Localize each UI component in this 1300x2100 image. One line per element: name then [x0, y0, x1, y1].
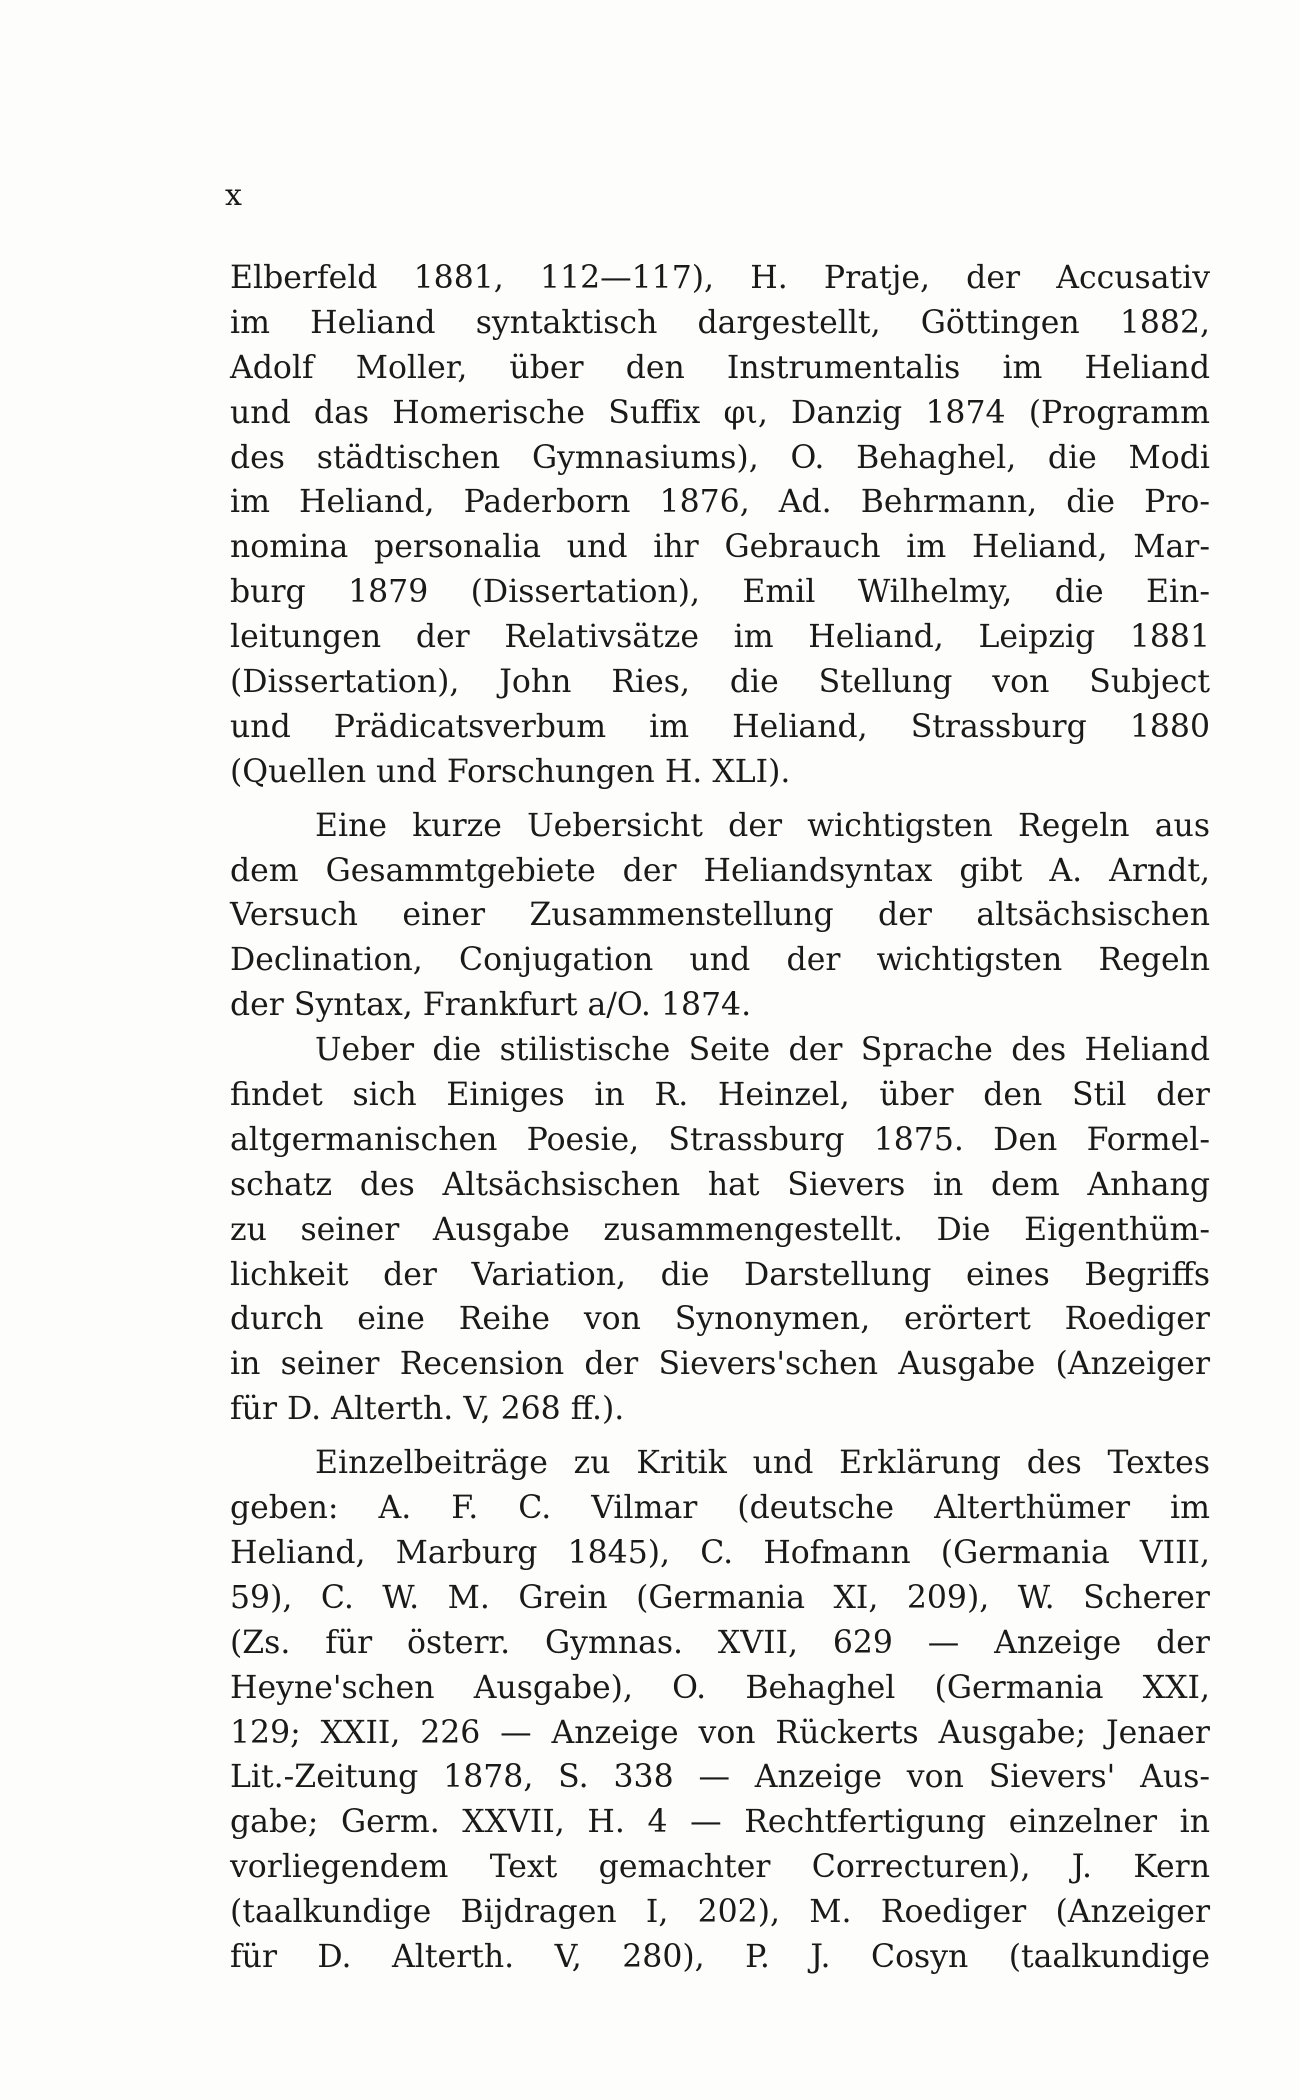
paragraph-3 — [230, 1028, 1210, 1432]
text-line: Einzelbeiträge zu Kritik und Erklärung des Textes — [315, 1445, 1210, 1482]
text-line: (Dissertation), John Ries, die Stellung von Subject — [230, 664, 1210, 701]
text-line: Eine kurze Uebersicht der wichtigsten Regeln aus — [315, 807, 1210, 844]
text-line: Lit.-Zeitung 1878, S. 338 — Anzeige von Sievers' Aus- — [230, 1759, 1210, 1796]
text-line: vorliegendem Text gemachter Correcturen), J. Kern — [230, 1849, 1210, 1886]
text-line: (Quellen und Forschungen H. XLI). — [230, 753, 791, 790]
text-line: schatz des Altsächsischen hat Sievers in dem Anhang — [230, 1166, 1210, 1203]
text-line: zu seiner Ausgabe zusammengestellt. Die Eigenthüm- — [230, 1211, 1210, 1248]
text-line: 59), C. W. M. Grein (Germania XI, 209), W. Scherer — [230, 1579, 1210, 1616]
text-line: Ueber die stilistische Seite der Sprache des Heliand — [315, 1032, 1210, 1069]
text-line: Heyne'schen Ausgabe), O. Behaghel (Germania XXI, — [230, 1669, 1210, 1706]
text-line: dem Gesammtgebiete der Heliandsyntax gibt A. Arndt, — [230, 852, 1210, 889]
paragraph-1 — [230, 256, 1210, 795]
text-line: in seiner Recension der Sievers'schen Ausgabe (Anzeiger — [230, 1346, 1210, 1383]
text-line: (Zs. für österr. Gymnas. XVII, 629 — Anzeige der — [230, 1624, 1210, 1661]
text-line: der Syntax, Frankfurt a/O. 1874. — [230, 987, 752, 1024]
text-line: und Prädicatsverbum im Heliand, Strassburg 1880 — [230, 708, 1210, 745]
text-line: findet sich Einiges in R. Heinzel, über den Stil der — [230, 1077, 1210, 1114]
body-text — [230, 256, 1210, 1980]
text-line: für D. Alterth. V, 280), P. J. Cosyn (taalkundige — [230, 1938, 1210, 1975]
text-line: lichkeit der Variation, die Darstellung eines Begriffs — [230, 1256, 1210, 1293]
text-line: Elberfeld 1881, 112—117), H. Pratje, der Accusativ — [230, 260, 1210, 296]
text-line: Heliand, Marburg 1845), C. Hofmann (Germania VIII, — [230, 1534, 1210, 1571]
text-line: im Heliand syntaktisch dargestellt, Göttingen 1882, — [230, 304, 1210, 341]
paragraph-2 — [230, 804, 1210, 1028]
text-line: im Heliand, Paderborn 1876, Ad. Behrmann, die Pro- — [230, 484, 1210, 521]
text-line: Versuch einer Zusammenstellung der altsächsischen — [230, 897, 1210, 934]
text-line: burg 1879 (Dissertation), Emil Wilhelmy, die Ein- — [230, 574, 1210, 611]
text-line: für D. Alterth. V, 268 ff.). — [230, 1391, 625, 1428]
page-number: x — [225, 178, 243, 213]
text-line: geben: A. F. C. Vilmar (deutsche Alterthümer im — [230, 1490, 1210, 1527]
text-line: Declination, Conjugation und der wichtigsten Regeln — [230, 942, 1210, 979]
text-line: (taalkundige Bijdragen I, 202), M. Roediger (Anzeiger — [230, 1894, 1210, 1931]
text-line: altgermanischen Poesie, Strassburg 1875. Den Formel- — [230, 1121, 1210, 1158]
paragraph-4 — [230, 1441, 1210, 1980]
text-line: Adolf Moller, über den Instrumentalis im Heliand — [230, 349, 1210, 386]
text-line: nomina personalia und ihr Gebrauch im Heliand, Mar- — [230, 529, 1210, 566]
text-line: 129; XXII, 226 — Anzeige von Rückerts Ausgabe; Jenaer — [230, 1714, 1210, 1751]
text-line: und das Homerische Suffix φι, Danzig 1874 (Programm — [230, 394, 1210, 431]
text-line: des städtischen Gymnasiums), O. Behaghel, die Modi — [230, 439, 1210, 476]
text-line: durch eine Reihe von Synonymen, erörtert Roediger — [230, 1301, 1210, 1338]
text-line: gabe; Germ. XXVII, H. 4 — Rechtfertigung einzelner in — [230, 1804, 1210, 1841]
text-line: leitungen der Relativsätze im Heliand, Leipzig 1881 — [230, 619, 1210, 656]
